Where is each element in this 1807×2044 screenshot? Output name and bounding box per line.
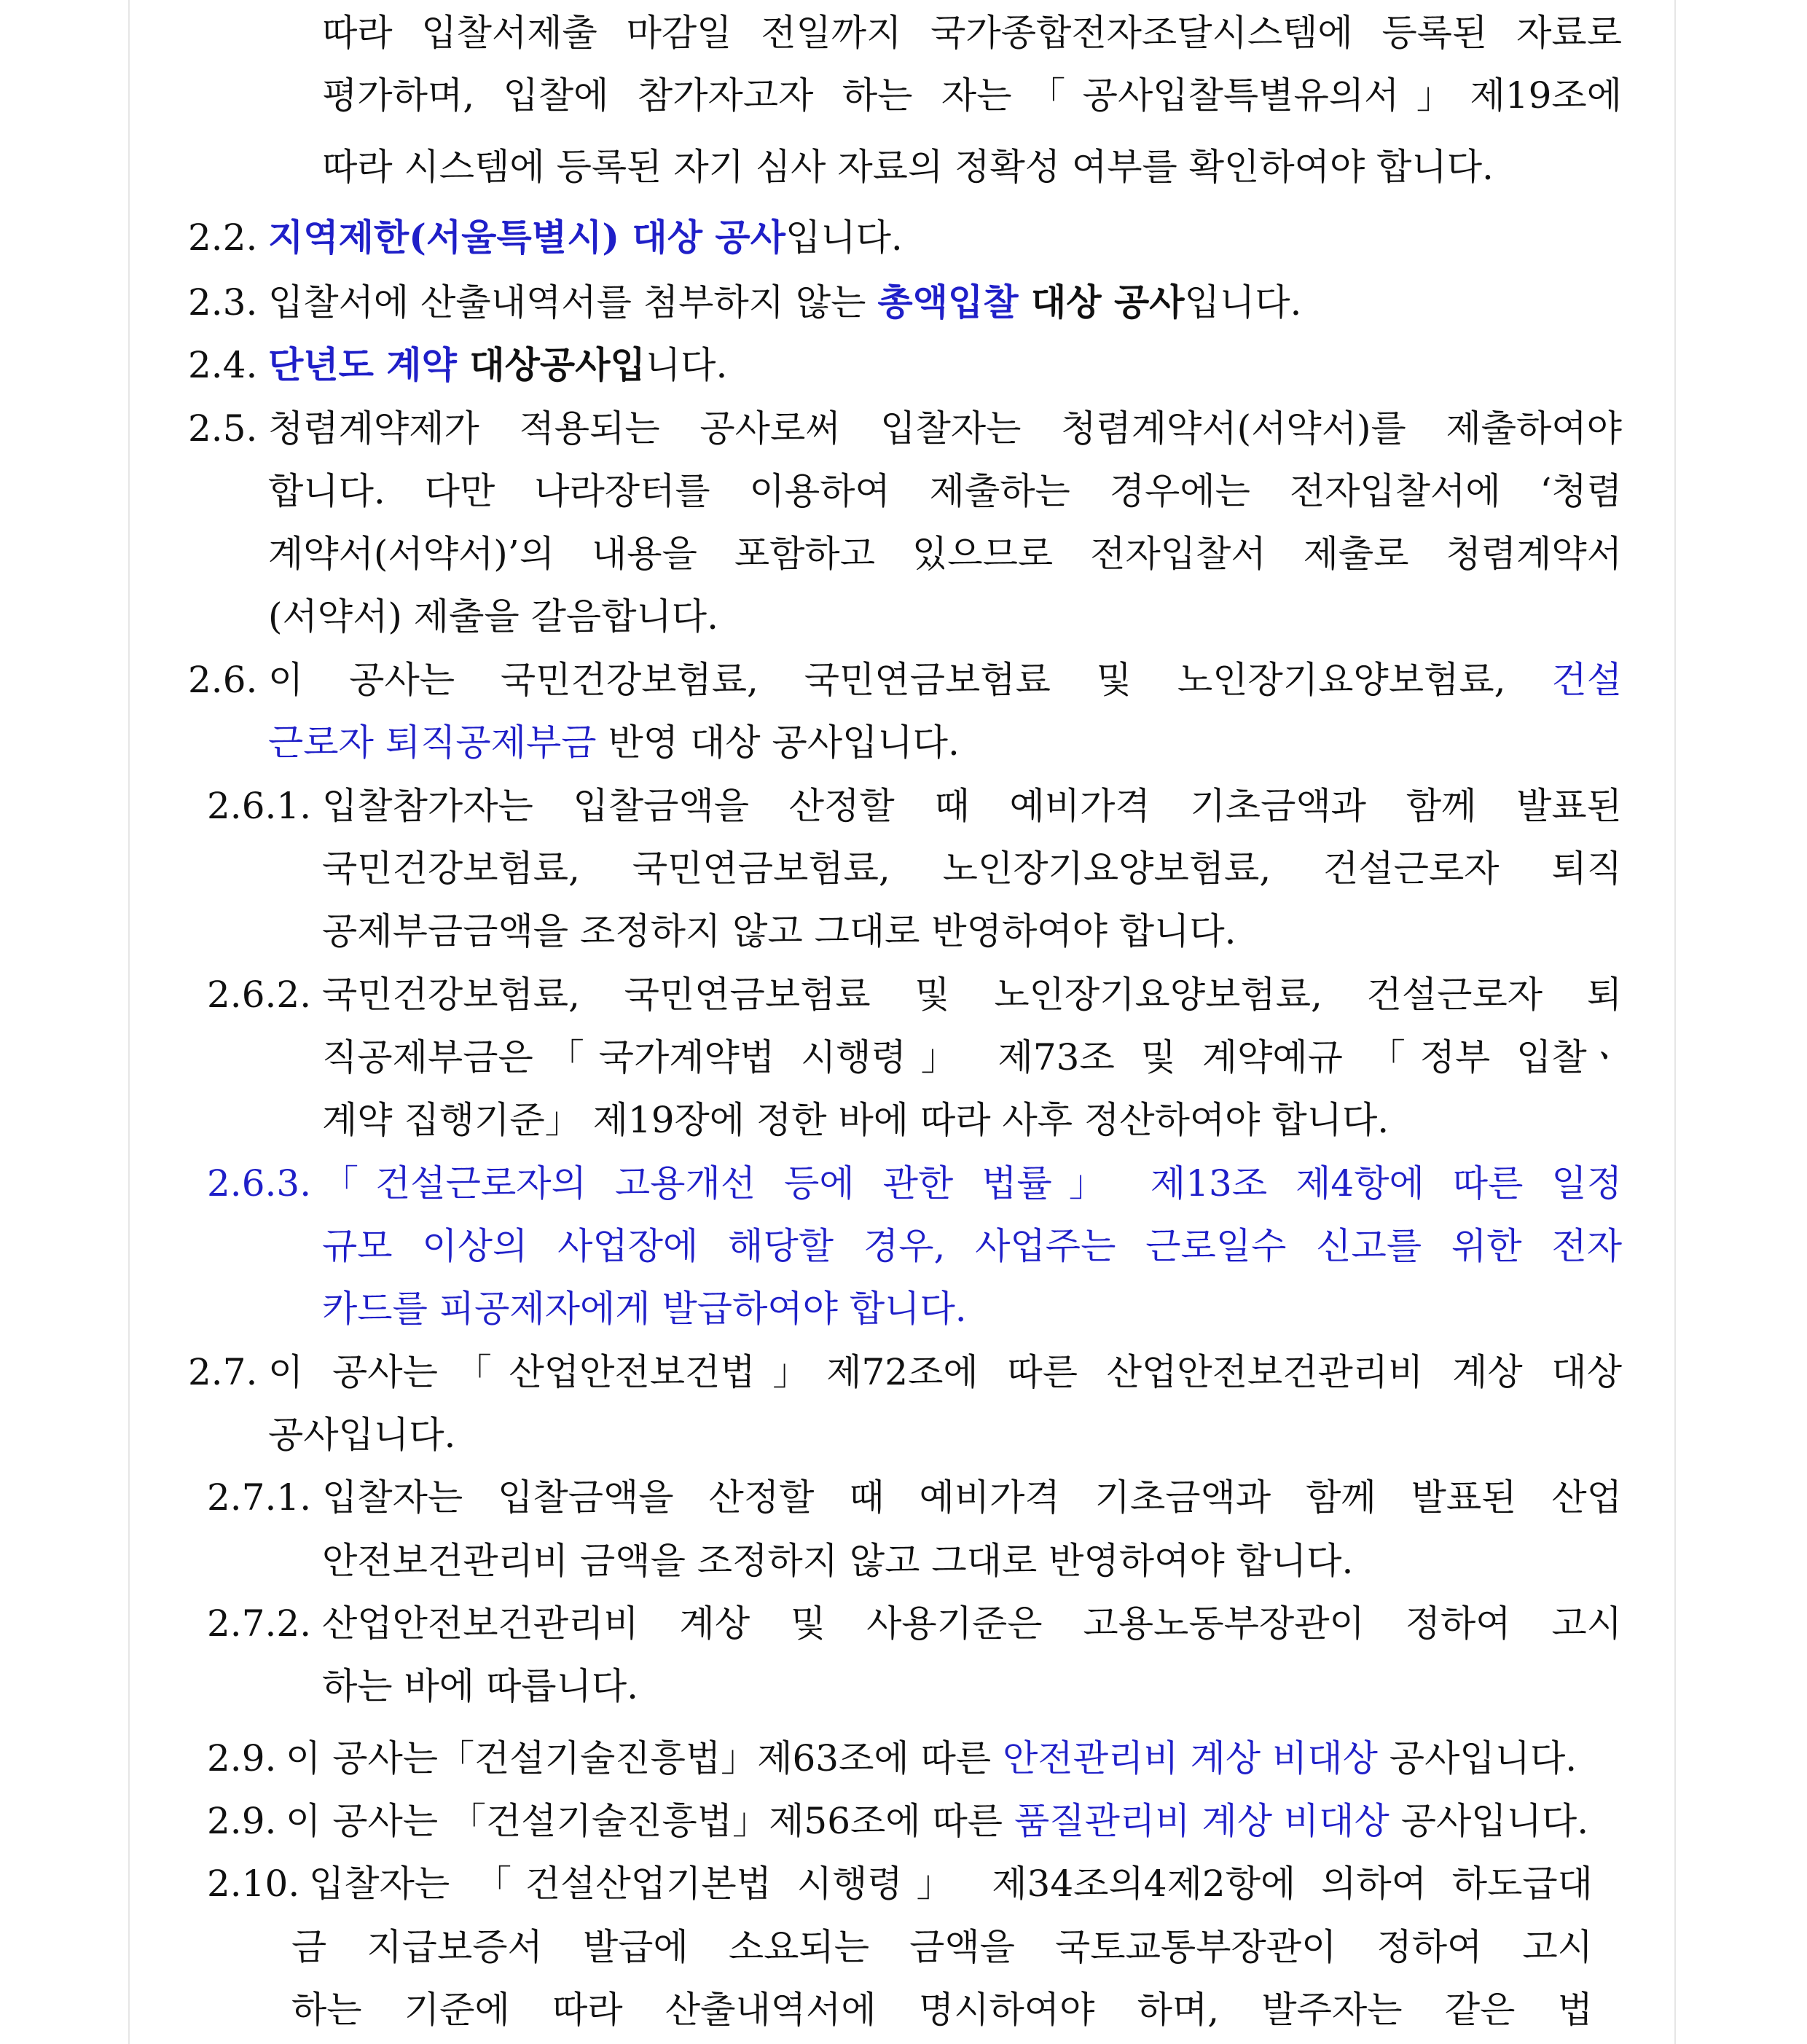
- document-line: [0, 1026, 1807, 1089]
- section-number: 2.6.2.: [207, 974, 312, 1016]
- line-text: [286, 1727, 1622, 1790]
- document-line: [0, 1727, 1807, 1790]
- line-text: 계약서(서약서)’의 내용을 포함하고 있으므로 전자입찰서 제출로 청렴계약서: [268, 533, 1622, 575]
- section-number: 2.2.: [188, 216, 258, 259]
- line-text: 산업안전보건관리비 계상 및 사용기준은 고용노동부장관이 정하여 고시: [322, 1602, 1622, 1645]
- text-segment: 입니다.: [1184, 281, 1302, 324]
- line-text: 안전보건관리비 금액을 조정하지 않고 그대로 반영하여야 합니다.: [322, 1540, 1354, 1582]
- document-line: [0, 711, 1807, 774]
- document-line: [0, 64, 1807, 127]
- section-number: 2.7.: [188, 1351, 258, 1393]
- line-text: 청렴계약제가 적용되는 공사로써 입찰자는 청렴계약서(서약서)를 제출하여야: [268, 407, 1622, 450]
- document-line: [0, 837, 1807, 900]
- section-number: 2.6.3.: [207, 1162, 312, 1205]
- line-text: 규모 이상의 사업장에 해당할 경우, 사업주는 근로일수 신고를 위한 전자: [322, 1225, 1622, 1267]
- document-line: [0, 1530, 1807, 1592]
- document-line: [0, 1215, 1807, 1277]
- section-number: 2.7.2.: [207, 1602, 312, 1645]
- document-line: [0, 1466, 1807, 1529]
- line-text: 공제부금금액을 조정하지 않고 그대로 반영하여야 합니다.: [322, 910, 1236, 952]
- highlighted-text: 단년도 계약: [268, 343, 457, 386]
- section-number: 2.5.: [188, 407, 258, 450]
- document-line: [0, 206, 1807, 269]
- highlighted-text: 근로자 퇴직공제부금: [268, 721, 597, 764]
- document-line: [0, 1089, 1807, 1151]
- line-text: 입찰자는 「건설산업기본법 시행령」 제34조의4제2항에 의하여 하도급대: [309, 1863, 1593, 1905]
- line-text: 국민건강보험료, 국민연금보험료, 노인장기요양보험료, 건설근로자 퇴직: [322, 847, 1622, 890]
- section-number: 2.9.: [207, 1800, 277, 1842]
- line-text: 계약 집행기준」 제19장에 정한 바에 따라 사후 정산하여야 합니다.: [322, 1099, 1389, 1141]
- line-text: [268, 711, 1622, 774]
- highlighted-text: 건설: [1551, 659, 1622, 701]
- document-line: [0, 1790, 1807, 1852]
- document-line: [0, 1152, 1807, 1215]
- line-text: [286, 1790, 1622, 1852]
- text-segment: 니다.: [645, 344, 728, 386]
- text-segment: 공사입니다.: [1377, 1737, 1577, 1779]
- line-text: [268, 334, 1622, 396]
- highlighted-text: 지역제한(서울특별시) 대상 공사: [268, 216, 786, 259]
- document-line: [0, 649, 1807, 711]
- text-segment: 대상공사입: [456, 343, 646, 386]
- document-line: [0, 271, 1807, 334]
- document-line: [0, 1277, 1807, 1340]
- line-text: 따라 시스템에 등록된 자기 심사 자료의 정확성 여부를 확인하여야 합니다.: [322, 146, 1494, 188]
- document-line: [0, 522, 1807, 585]
- section-number: 2.3.: [188, 281, 258, 324]
- document-line: [0, 334, 1807, 396]
- line-text: 합니다. 다만 나라장터를 이용하여 제출하는 경우에는 전자입찰서에 ‘청렴: [268, 470, 1622, 512]
- text-segment: 대상 공사: [1018, 281, 1185, 324]
- line-text: 금 지급보증서 발급에 소요되는 금액을 국토교통부장관이 정하여 고시: [291, 1926, 1593, 1968]
- text-segment: 입찰서에 산출내역서를 첨부하지 않는: [268, 281, 878, 324]
- line-text: (서약서) 제출을 갈음합니다.: [268, 595, 718, 638]
- document-line: [0, 1592, 1807, 1655]
- document-line: [0, 1916, 1807, 1978]
- section-number: 2.6.: [188, 659, 258, 701]
- line-text: 입찰참가자는 입찰금액을 산정할 때 예비가격 기초금액과 함께 발표된: [322, 785, 1622, 827]
- line-text: 따라 입찰서제출 마감일 전일까지 국가종합전자조달시스템에 등록된 자료로: [322, 12, 1622, 54]
- text-segment: 공사입니다.: [1389, 1800, 1589, 1842]
- section-number: 2.4.: [188, 344, 258, 386]
- line-text: 공사입니다.: [268, 1414, 456, 1456]
- line-text: 이 공사는「산업안전보건법」제72조에 따른 산업안전보건관리비 계상 대상: [268, 1351, 1622, 1393]
- highlighted-text: 총액입찰: [877, 281, 1019, 324]
- document-line: [0, 1978, 1807, 2041]
- document-line: [0, 136, 1807, 198]
- line-text: 평가하며, 입찰에 참가자고자 하는 자는「공사입찰특별유의서」제19조에: [322, 74, 1622, 117]
- line-text: 직공제부금은「국가계약법 시행령」 제73조 및 계약예규 「정부 입찰ㆍ: [322, 1036, 1622, 1078]
- text-segment: 이 공사는 「건설기술진흥법」제56조에 따른: [286, 1800, 1014, 1842]
- document-line: [0, 460, 1807, 522]
- highlighted-text: 품질관리비 계상 비대상: [1014, 1800, 1389, 1842]
- section-number: 2.9.: [207, 1737, 277, 1779]
- text-segment: 반영 대상 공사입니다.: [596, 721, 960, 764]
- line-text: 입찰자는 입찰금액을 산정할 때 예비가격 기초금액과 함께 발표된 산업: [322, 1476, 1622, 1519]
- section-number: 2.6.1.: [207, 785, 312, 827]
- highlighted-text: 안전관리비 계상 비대상: [1003, 1737, 1378, 1779]
- document-line: [0, 1341, 1807, 1403]
- section-number: 2.7.1.: [207, 1476, 312, 1519]
- text-segment: 이 공사는「건설기술진흥법」제63조에 따른: [286, 1737, 1003, 1779]
- document-line: [0, 775, 1807, 837]
- document-line: [0, 1655, 1807, 1718]
- text-segment: 입니다.: [785, 216, 903, 259]
- line-text: [268, 649, 1622, 711]
- document-line: [0, 1, 1807, 64]
- line-text: 국민건강보험료, 국민연금보험료 및 노인장기요양보험료, 건설근로자 퇴: [322, 974, 1622, 1016]
- line-text: 하는 바에 따릅니다.: [322, 1665, 639, 1707]
- line-text: 하는 기준에 따라 산출내역서에 명시하여야 하며, 발주자는 같은 법: [291, 1989, 1593, 2031]
- document-line: [0, 585, 1807, 648]
- document-line: [0, 1403, 1807, 1466]
- document-line: [0, 900, 1807, 963]
- line-text: 카드를 피공제자에게 발급하여야 합니다.: [322, 1288, 967, 1330]
- line-text: [268, 271, 1622, 334]
- text-segment: 이 공사는 국민건강보험료, 국민연금보험료 및 노인장기요양보험료,: [268, 659, 1552, 701]
- line-text: [268, 206, 1622, 269]
- document-line: [0, 963, 1807, 1026]
- section-number: 2.10.: [207, 1863, 300, 1905]
- line-text: 「건설근로자의 고용개선 등에 관한 법률」 제13조 제4항에 따른 일정: [322, 1162, 1622, 1205]
- document-line: [0, 397, 1807, 460]
- document-line: [0, 1852, 1807, 1915]
